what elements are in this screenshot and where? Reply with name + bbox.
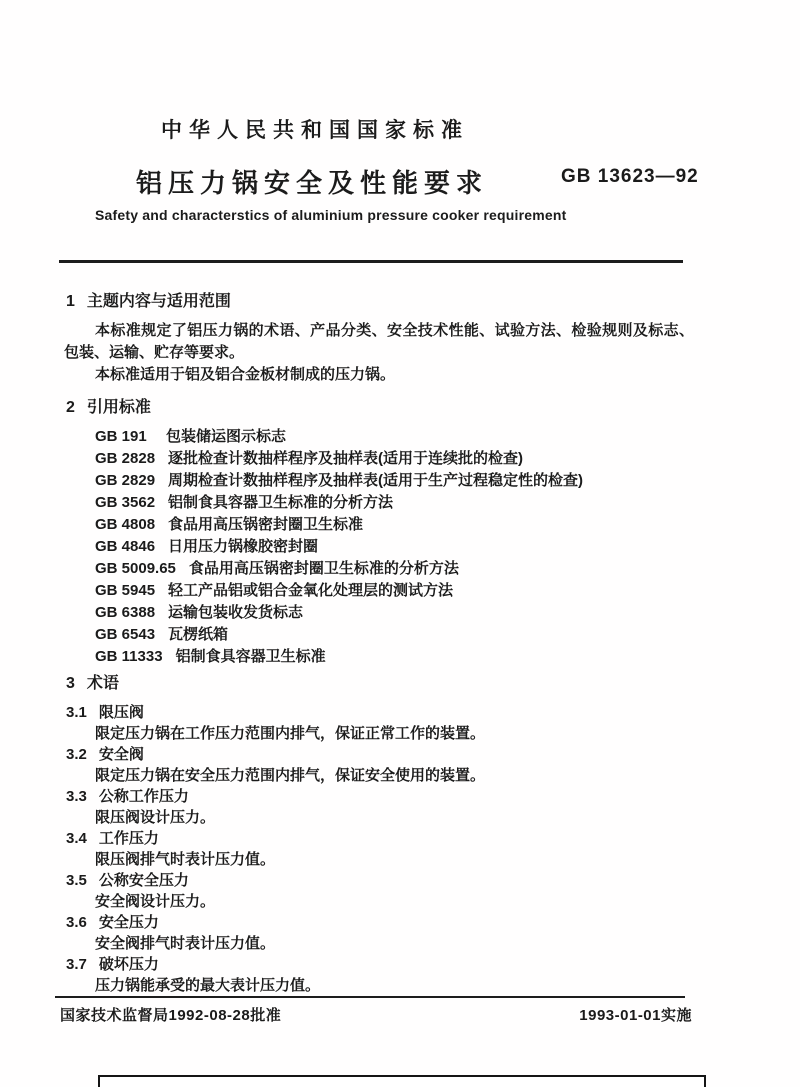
- document-title-english: Safety and characterstics of aluminium pressure cooker requirement: [95, 207, 567, 223]
- term-name: 公称安全压力: [98, 872, 189, 889]
- term-definition: 压力锅能承受的最大表计压力值。: [95, 977, 321, 994]
- section-1-number: 1: [66, 293, 75, 310]
- reference-code: GB 4808: [95, 516, 156, 533]
- reference-title: 日用压力锅橡胶密封圈: [168, 538, 319, 555]
- reference-code: GB 191: [95, 428, 147, 445]
- reference-item: [95, 624, 694, 646]
- term-definition: 安全阀排气时表计压力值。: [95, 935, 276, 952]
- reference-item: [95, 470, 694, 492]
- reference-title: 周期检查计数抽样程序及抽样表(适用于生产过程稳定性的检查): [168, 472, 584, 489]
- approval-notice: 国家技术监督局1992-08-28批准: [60, 1007, 282, 1024]
- section-1-paragraph-applicability: 本标准适用于铝及铝合金板材制成的压力锅。: [95, 366, 396, 383]
- term-definition: 限压阀设计压力。: [95, 809, 216, 826]
- term-name: 限压阀: [98, 704, 144, 721]
- referenced-standards-list: [64, 426, 694, 668]
- term-name: 安全阀: [98, 746, 144, 763]
- reference-code: GB 6543: [95, 626, 156, 643]
- section-1-paragraph-scope: 本标准规定了铝压力锅的术语、产品分类、安全技术性能、试验方法、检验规则及标志、包装、运输、贮存等要求。: [64, 322, 694, 361]
- term-number: 3.1: [66, 704, 87, 721]
- reference-title: 铝制食具容器卫生标准的分析方法: [168, 494, 394, 511]
- term-number: 3.7: [66, 956, 87, 973]
- reference-code: GB 11333: [95, 648, 163, 665]
- section-3-title: 术语: [86, 675, 119, 692]
- standard-number: GB 13623—92: [561, 166, 699, 187]
- term-heading: [66, 786, 694, 807]
- next-page-partial-box: [98, 1075, 706, 1087]
- reference-code: GB 6388: [95, 604, 156, 621]
- reference-code: GB 4846: [95, 538, 156, 555]
- footer-divider-rule: [55, 996, 685, 998]
- reference-item: [95, 514, 694, 536]
- reference-code: GB 2829: [95, 472, 156, 489]
- reference-item: [95, 580, 694, 602]
- term-number: 3.5: [66, 872, 87, 889]
- term-number: 3.3: [66, 788, 87, 805]
- term-definition: 限压阀排气时表计压力值。: [95, 851, 276, 868]
- term-definition: 限定压力锅在安全压力范围内排气，保证安全使用的装置。: [95, 767, 486, 784]
- reference-title: 包装储运图示标志: [166, 428, 287, 445]
- section-3-heading: [66, 674, 694, 694]
- reference-item: [95, 536, 694, 558]
- term-definition: 安全阀设计压力。: [95, 893, 216, 910]
- term-heading: [66, 744, 694, 765]
- reference-item: [95, 448, 694, 470]
- term-number: 3.4: [66, 830, 87, 847]
- reference-code: GB 5009.65: [95, 560, 176, 577]
- document-body: [64, 288, 694, 996]
- national-standard-org-line: 中华人民共和国国家标准: [161, 119, 469, 142]
- term-name: 工作压力: [98, 830, 159, 847]
- term-number: 3.6: [66, 914, 87, 931]
- term-number: 3.2: [66, 746, 87, 763]
- section-1-heading: [66, 292, 694, 312]
- term-heading: [66, 828, 694, 849]
- header-divider-rule: [59, 260, 683, 263]
- reference-item: [95, 426, 694, 448]
- reference-title: 食品用高压锅密封圈卫生标准的分析方法: [188, 560, 459, 577]
- term-name: 破坏压力: [98, 956, 159, 973]
- reference-title: 铝制食具容器卫生标准: [175, 648, 326, 665]
- section-2-heading: [66, 398, 694, 418]
- section-2-number: 2: [66, 399, 75, 416]
- term-heading: [66, 912, 694, 933]
- section-2-title: 引用标准: [86, 399, 151, 416]
- term-heading: [66, 954, 694, 975]
- reference-code: GB 2828: [95, 450, 156, 467]
- section-3-number: 3: [66, 675, 75, 692]
- term-name: 公称工作压力: [98, 788, 189, 805]
- term-heading: [66, 702, 694, 723]
- reference-item: [95, 492, 694, 514]
- term-name: 安全压力: [98, 914, 159, 931]
- document-title-chinese: 铝压力锅安全及性能要求: [135, 168, 488, 198]
- reference-title: 瓦楞纸箱: [168, 626, 229, 643]
- section-1-title: 主题内容与适用范围: [86, 293, 231, 310]
- reference-title: 食品用高压锅密封圈卫生标准: [168, 516, 364, 533]
- implementation-date: 1993-01-01实施: [579, 1007, 692, 1024]
- reference-title: 逐批检查计数抽样程序及抽样表(适用于连续批的检查): [168, 450, 524, 467]
- reference-title: 运输包装收发货标志: [168, 604, 304, 621]
- term-definition: 限定压力锅在工作压力范围内排气，保证正常工作的装置。: [95, 725, 486, 742]
- reference-item: [95, 602, 694, 624]
- footer: [60, 1004, 692, 1025]
- reference-item: [95, 558, 694, 580]
- terms-list: [64, 702, 694, 996]
- reference-code: GB 5945: [95, 582, 156, 599]
- reference-title: 轻工产品铝或铝合金氧化处理层的测试方法: [168, 582, 454, 599]
- reference-code: GB 3562: [95, 494, 156, 511]
- reference-item: [95, 646, 694, 668]
- term-heading: [66, 870, 694, 891]
